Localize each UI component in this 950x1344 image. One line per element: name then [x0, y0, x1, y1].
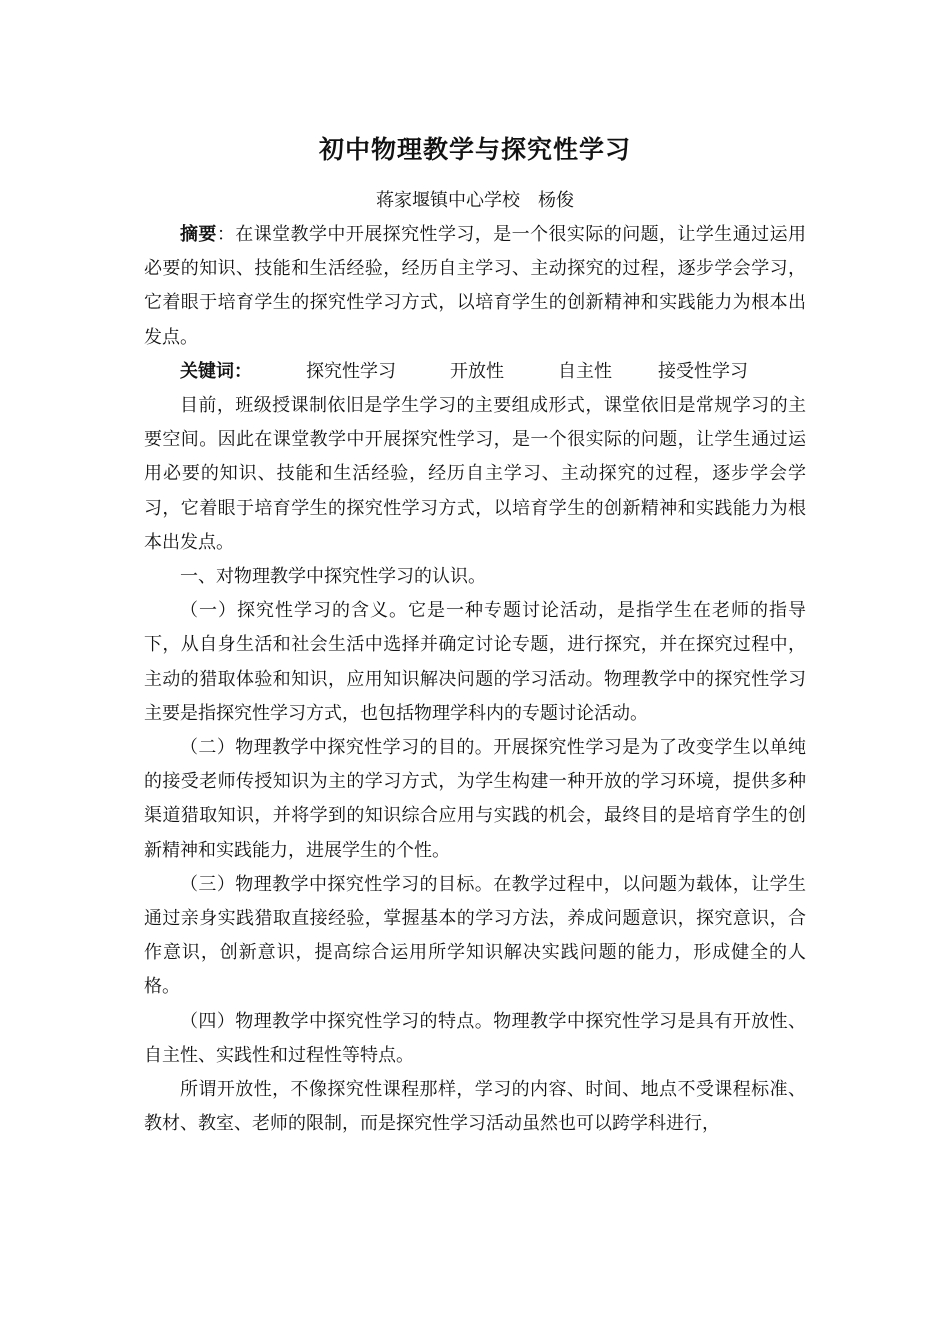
body-paragraph: （四）物理教学中探究性学习的特点。物理教学中探究性学习是具有开放性、自主性、实践性和过程性等特点。 — [144, 1010, 806, 1066]
keyword-item: 开放性 — [450, 360, 504, 382]
body-paragraph: （三）物理教学中探究性学习的目标。在教学过程中，以问题为载体，让学生通过亲身实践猎取直接经验，掌握基本的学习方法，养成问题意识，探究意识，合作意识，创新意识，提高综合运用所学知识解决实践问题的能力，形成健全的人格。 — [144, 873, 806, 998]
document-author: 蒋家堰镇中心学校 杨俊 — [376, 190, 574, 211]
keywords-label: 关键词： — [180, 360, 252, 382]
abstract-paragraph — [144, 218, 806, 355]
body-paragraph: （一）探究性学习的含义。它是一种专题讨论活动，是指学生在老师的指导下，从自身生活和社会生活中选择并确定讨论专题，进行探究，并在探究过程中，主动的猎取体验和知识，应用知识解决问题的学习活动。物理教学中的探究性学习主要是指探究性学习方式，也包括物理学科内的专题讨论活动。 — [144, 600, 806, 724]
body-paragraph: 目前，班级授课制依旧是学生学习的主要组成形式，课堂依旧是常规学习的主要空间。因此在课堂教学中开展探究性学习，是一个很实际的问题，让学生通过运用必要的知识、技能和生活经验，经历自主学习、主动探究的过程，逐步学会学习，它着眼于培育学生的探究性学习方式，以培育学生的创新精神和实践能力为根本出发点。 — [144, 395, 806, 553]
keywords-paragraph — [144, 355, 806, 389]
document-body — [144, 218, 806, 1141]
section-heading: 一、对物理教学中探究性学习的认识。 — [180, 566, 486, 588]
body-paragraph: 所谓开放性，不像探究性课程那样，学习的内容、时间、地点不受课程标准、教材、教室、老师的限制，而是探究性学习活动虽然也可以跨学科进行， — [144, 1079, 806, 1135]
body-paragraph: （二）物理教学中探究性学习的目的。开展探究性学习是为了改变学生以单纯的接受老师传授知识为主的学习方式，为学生构建一种开放的学习环境，提供多种渠道猎取知识，并将学到的知识综合应用与实践的机会，最终目的是培育学生的创新精神和实践能力，进展学生的个性。 — [144, 737, 806, 861]
keyword-item: 探究性学习 — [306, 360, 396, 382]
abstract-text: ：在课堂教学中开展探究性学习，是一个很实际的问题，让学生通过运用必要的知识、技能和生活经验，经历自主学习、主动探究的过程，逐步学会学习，它着眼于培育学生的探究性学习方式，以培育学生的创新精神和实践能力为根本出发点。 — [144, 224, 807, 348]
abstract-label: 摘要 — [180, 224, 217, 245]
document-title: 初中物理教学与探究性学习 — [318, 135, 631, 164]
keyword-item: 自主性 — [558, 360, 612, 382]
keyword-item: 接受性学习 — [658, 360, 748, 382]
